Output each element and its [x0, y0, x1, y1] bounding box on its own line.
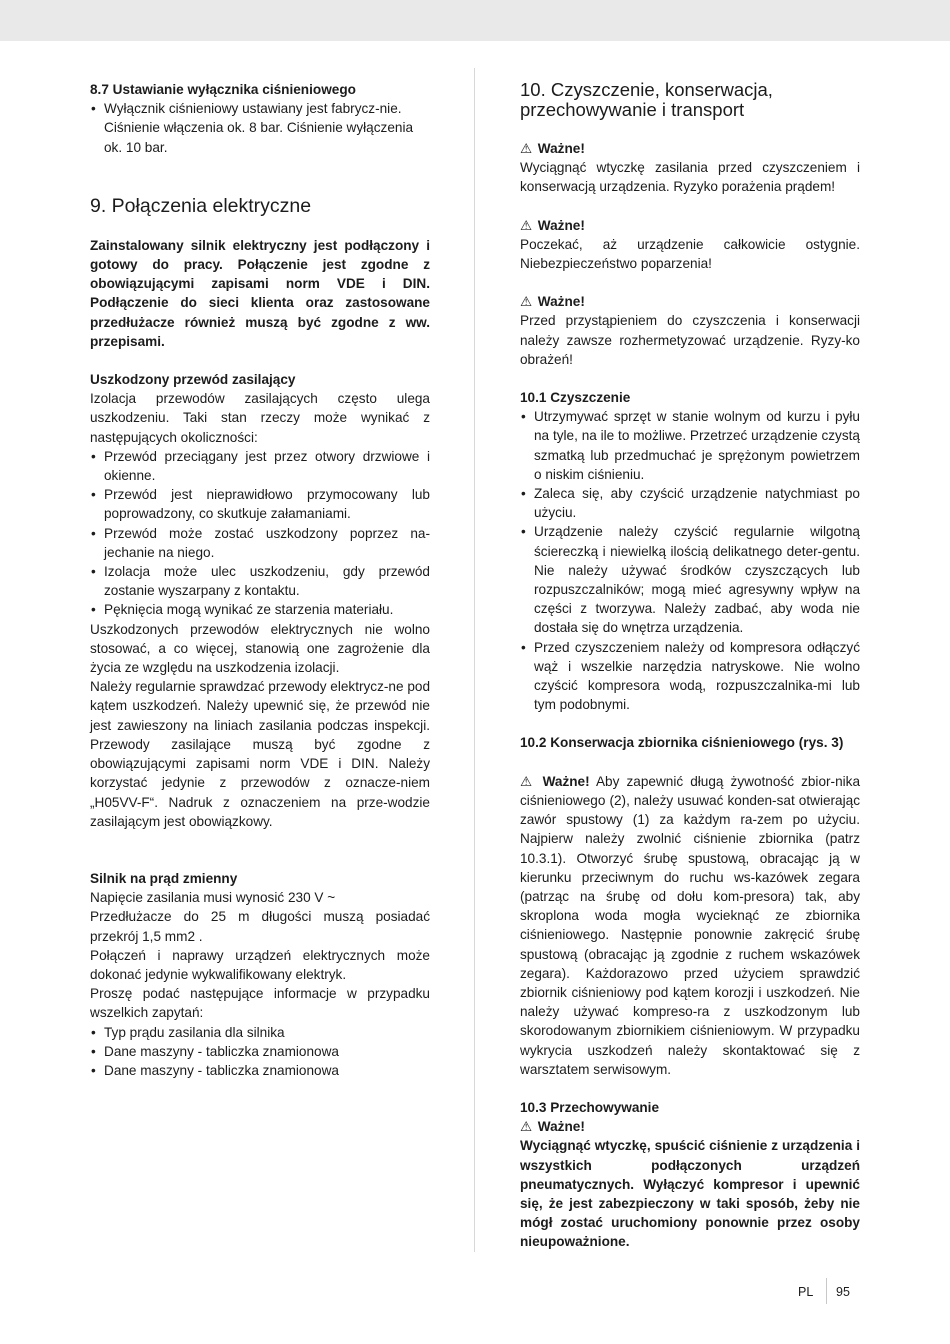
warning-label: Ważne! — [537, 141, 585, 156]
section-10-2-title: 10.2 Konserwacja zbiornika ciśnieniowego (rys. 3) — [520, 735, 844, 751]
footer-separator — [826, 1278, 827, 1304]
list-item: • Wyłącznik ciśnieniowy ustawiany jest fabrycz-nie. Ciśnienie włączenia ok. 8 bar. Ciśnienie wyłączenia ok. 10 bar. — [90, 99, 430, 157]
section-9-title: 9. Połączenia elektryczne — [90, 194, 312, 217]
warning-label: Ważne! — [537, 294, 585, 310]
warning-heading — [520, 216, 860, 235]
list-item: • Przewód jest nieprawidłowo przymocowany lub poprowadzony, co skutkuje załamaniami. — [90, 485, 430, 523]
warning-icon: ⚠ — [520, 141, 533, 156]
cable-text: Izolacja przewodów zasilających często ulega uszkodzeniu. Taki stan rzeczy może wynikać z następujących okoliczności: — [90, 391, 430, 445]
ac-line: Napięcie zasilania musi wynosić 230 V ~ — [90, 890, 336, 906]
warning-icon: ⚠ — [520, 1119, 533, 1135]
cable-paragraph-2: Należy regularnie sprawdzać przewody elektrycz-ne pod kątem uszkodzeń. Należy upewnić się, że przewód nie jest zawieszony na liniach zasilania podczas inspekcji. Przewody zasilające muszą być zgodne z obowiązującymi zapisami norm VDE i DIN. Należy korzystać jedynie z przewodów z oznacze-niem „H05VV-F“. Nadruk z oznaczeniem na prze-wodzie zasilającym jest obowiązkowy. — [90, 679, 431, 829]
list-item: • Utrzymywać sprzęt w stanie wolnym od kurzu i pyłu na tyle, na ile to możliwe. Przetrzeć urządzenie czystą szmatką lub przedmuchać je sprężonym powietrzem o niskim ciśnieniu. — [520, 407, 860, 484]
section-10-3-text: Wyciągnąć wtyczkę, spuścić ciśnienie z urządzenia i wszystkich podłączonych urządzeń pneumatycznych. Wyłączyć kompresor i upewnić się, że jest zabezpieczony w taki sposób, żeby nie mógł zostać uruchomiony ponownie przez osoby nieupoważnione. — [520, 1138, 860, 1250]
list-item: • Zaleca się, aby czyścić urządzenie natychmiast po użyciu. — [520, 484, 860, 522]
section-8-7-list — [90, 99, 430, 157]
left-column — [90, 80, 430, 1080]
section-8-7-title: 8.7 Ustawianie wyłącznika ciśnieniowego — [90, 82, 356, 97]
section-9-intro: Zainstalowany silnik elektryczny jest podłączony i gotowy do pracy. Połączenie jest zgodne z obowiązującymi zapisami norm VDE i DIN. Podłączenie do sieci klienta oraz zastosowane przedłużacze również muszą być zgodne z ww. przepisami. — [90, 237, 430, 349]
warning-label: Ważne! — [537, 1119, 585, 1135]
list-item: • Przed czyszczeniem należy od kompresora odłączyć wąż i wszelkie narzędzia natryskowe. Nie wolno czyścić kompresora wodą, rozpuszczalnika-mi lub tym podobnymi. — [520, 638, 860, 715]
list-item: • Przewód przeciągany jest przez otwory drzwiowe i okienne. — [90, 447, 430, 485]
warning-heading — [520, 292, 860, 311]
warning-text: Przed przystąpieniem do czyszczenia i konserwacji należy zawsze rozhermetyzować urządzenie. Ryzy-ko obrażeń! — [520, 313, 860, 367]
list-item: • Pęknięcia mogą wynikać ze starzenia materiału. — [90, 600, 430, 619]
section-10-3-title: 10.3 Przechowywanie — [520, 1099, 660, 1115]
page-number: 95 — [836, 1285, 850, 1299]
ac-line: Proszę podać następujące informacje w przypadku wszelkich zapytań: — [90, 986, 430, 1021]
ac-line: Przedłużacze do 25 m długości muszą posiadać przekrój 1,5 mm2 . — [90, 909, 430, 944]
warning-icon: ⚠ — [520, 773, 536, 789]
ac-line: Połączeń i naprawy urządzeń elektrycznych może dokonać jedynie wykwalifikowany elektryk. — [90, 947, 430, 982]
list-item: • Urządzenie należy czyścić regularnie wilgotną ściereczką i niewielką ilością delikatnego deter-gentu. Nie należy używać środków czyszczących lub rozpuszczalników; mogą mieć agresywny wpływ na części z tworzywa. Należy zadbać, aby woda nie dostała się do wnętrza urządzenia. — [520, 522, 860, 637]
warning-text: Wyciągnąć wtyczkę zasilania przed czyszczeniem i konserwacją urządzenia. Ryzyko porażenia prądem! — [520, 160, 860, 195]
warning-icon: ⚠ — [520, 294, 533, 310]
warning-icon: ⚠ — [520, 217, 533, 233]
list-item: • Dane maszyny - tabliczka znamionowa — [90, 1061, 430, 1080]
list-item: • Przewód może zostać uszkodzony poprzez na-jechanie na niego. — [90, 524, 430, 562]
warning-label: Ważne! — [537, 217, 585, 233]
warning-heading — [520, 139, 860, 158]
list-item: • Dane maszyny - tabliczka znamionowa — [90, 1042, 430, 1061]
warning-label: Ważne! — [542, 773, 590, 789]
list-item: • Typ prądu zasilania dla silnika — [90, 1023, 430, 1042]
cable-paragraph-1: Uszkodzonych przewodów elektrycznych nie wolno stosować, a co więcej, stanowią one zagrożenie dla życia ze względu na uszkodzenia izolacji. — [90, 621, 430, 676]
section-10-2-body: Aby zapewnić długą żywotność zbior-nika ciśnieniowego (2), należy usuwać konden-sat otwierając zawór spustowy (1) za każdym ra-zem po użyciu. Najpierw należy zwolnić ciśnienie zbiornika (patrz 10.3.1). Otworzyć śrubę spustową, obracając ją w kierunku przeciwnym do ruchu ws-kazówek zegara (patrząc na śrubę od dołu kom-presora) tak, aby skroplona woda mogła wycieknąć ze zbiornika ciśnieniowego. Następnie ponownie zakręcić śrubę spustową (obracając ją zgodnie z ruchem wskazówek zegara). Każdorazowo przed użyciem sprawdzić zbiornik ciśnieniowy pod kątem korozji i uszkodzeń. Nie należy używać kompreso-ra z uszkodzonym lub skorodowanym zbiornikiem ciśnieniowym. W przypadku wykrycia uszkodzeń należy skontaktować się z warsztatem serwisowym. — [520, 773, 861, 1077]
cable-title: Uszkodzony przewód zasilający — [90, 372, 296, 388]
section-10-1-title: 10.1 Czyszczenie — [520, 390, 631, 406]
language-code: PL — [798, 1285, 814, 1299]
section-10-title: 10. Czyszczenie, konserwacja, przechowywanie i transport — [520, 79, 773, 120]
warning-text: Poczekać, aż urządzenie całkowicie ostygnie. Niebezpieczeństwo poparzenia! — [520, 236, 860, 272]
right-column — [520, 80, 860, 1252]
list-item: • Izolacja może ulec uszkodzeniu, gdy przewód zostanie wyszarpany z kontaktu. — [90, 562, 430, 600]
column-divider — [474, 68, 475, 1252]
cable-list — [90, 447, 430, 620]
ac-list — [90, 1023, 430, 1081]
top-bar — [0, 0, 950, 41]
warning-heading — [520, 1117, 860, 1136]
ac-motor-title: Silnik na prąd zmienny — [90, 870, 238, 886]
section-10-2-text — [520, 772, 860, 1079]
cleaning-list — [520, 407, 860, 714]
